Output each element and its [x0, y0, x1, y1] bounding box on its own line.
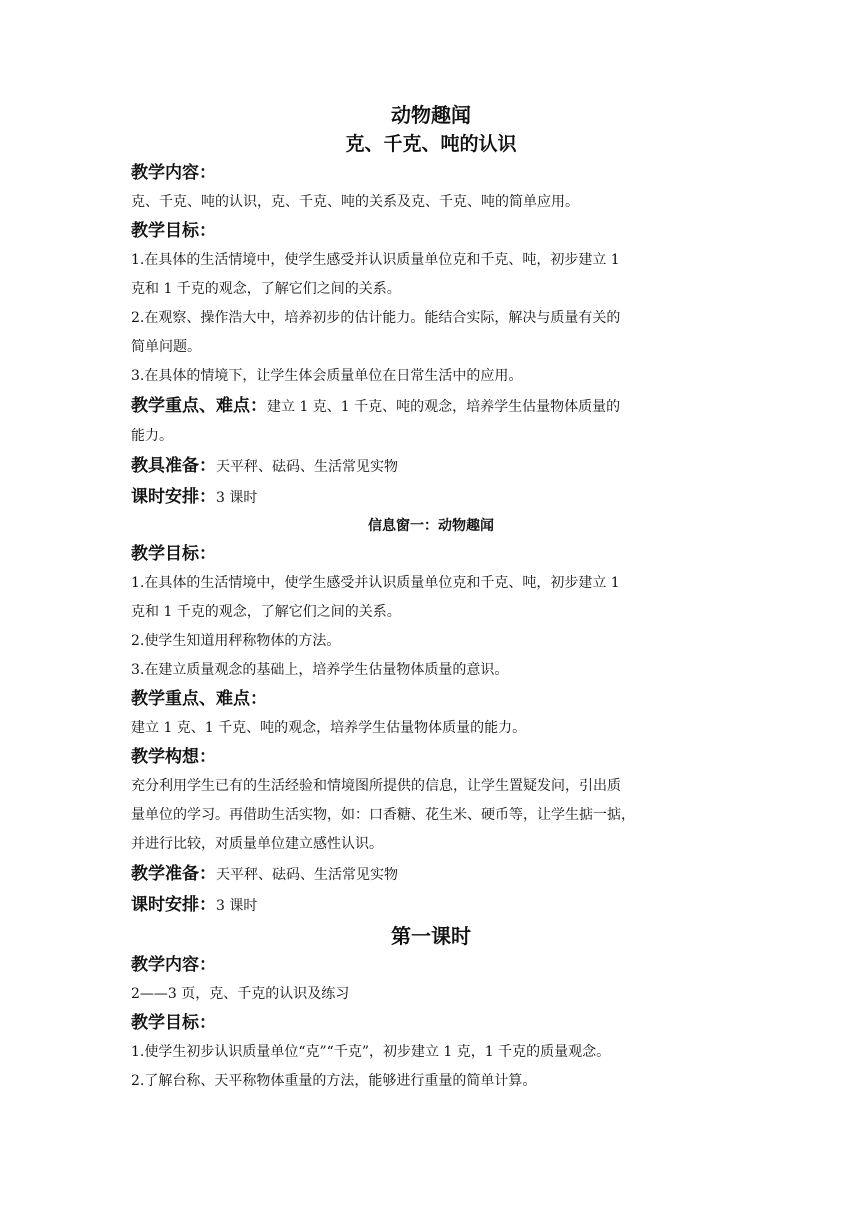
- window-1-goal-2: 2.使学生知道用秤称物体的方法。: [131, 633, 341, 649]
- document-title: 动物趣闻: [391, 103, 471, 127]
- unit-key-text-line-1: 建立 1 克、1 千克、吨的观念，培养学生估量物体质量的: [267, 399, 621, 415]
- window-1-schedule-heading: 课时安排：: [131, 895, 216, 915]
- document-subtitle: 克、千克、吨的认识: [345, 133, 517, 155]
- unit-key-text-line-2: 能力。: [131, 428, 173, 444]
- unit-goal-2-line-2: 简单问题。: [131, 339, 201, 355]
- document-page: [131, 100, 731, 1096]
- window-1-schedule-text: 3 课时: [216, 898, 258, 914]
- lesson-1-title: 第一课时: [391, 924, 471, 948]
- unit-goal-1-line-2: 克和 1 千克的观念，了解它们之间的关系。: [131, 281, 401, 297]
- window-1-idea-heading: 教学构想：: [131, 747, 216, 767]
- unit-goal-2-line-1: 2.在观察、操作浩大中，培养初步的估计能力。能结合实际，解决与质量有关的: [131, 310, 621, 326]
- unit-tools-heading: 教具准备：: [131, 456, 216, 476]
- unit-content-heading: 教学内容：: [131, 163, 216, 183]
- unit-tools-text: 天平秤、砝码、生活常见实物: [216, 459, 398, 475]
- window-1-title: 信息窗一：动物趣闻: [368, 518, 494, 534]
- window-1-schedule: [131, 890, 731, 921]
- unit-key-heading: 教学重点、难点：: [131, 396, 267, 416]
- unit-schedule-text: 3 课时: [216, 490, 258, 506]
- window-1-goal-1-line-2: 克和 1 千克的观念，了解它们之间的关系。: [131, 604, 401, 620]
- window-1-goal-1-line-1: 1.在具体的生活情境中，使学生感受并认识质量单位克和千克、吨，初步建立 1: [131, 575, 620, 591]
- unit-goals-heading: 教学目标：: [131, 221, 216, 241]
- window-1-goal-3: 3.在建立质量观念的基础上，培养学生估量物体质量的意识。: [131, 662, 509, 678]
- lesson-1-goals-heading: 教学目标：: [131, 1013, 216, 1033]
- unit-key-points: [131, 391, 731, 422]
- unit-tools: [131, 451, 731, 482]
- window-1-idea-line-1: 充分利用学生已有的生活经验和情境图所提供的信息，让学生置疑发问，引出质: [131, 778, 621, 794]
- unit-content-text: 克、千克、吨的认识，克、千克、吨的关系及克、千克、吨的简单应用。: [131, 194, 579, 210]
- unit-schedule: [131, 482, 731, 513]
- window-1-goals-heading: 教学目标：: [131, 544, 216, 564]
- window-1-key-text: 建立 1 克、1 千克、吨的观念，培养学生估量物体质量的能力。: [131, 720, 527, 736]
- window-1-idea-line-3: 并进行比较，对质量单位建立感性认识。: [131, 836, 383, 852]
- lesson-1-content-heading: 教学内容：: [131, 955, 216, 975]
- window-1-prep: [131, 859, 731, 890]
- lesson-1-goal-2: 2.了解台称、天平称物体重量的方法，能够进行重量的简单计算。: [131, 1073, 537, 1089]
- window-1-key-heading: 教学重点、难点：: [131, 689, 267, 709]
- lesson-1-goal-1: 1.使学生初步认识质量单位“克”“千克”，初步建立 1 克，1 千克的质量观念。: [131, 1044, 611, 1060]
- unit-goal-1-line-1: 1.在具体的生活情境中，使学生感受并认识质量单位克和千克、吨，初步建立 1: [131, 252, 620, 268]
- unit-schedule-heading: 课时安排：: [131, 487, 216, 507]
- lesson-1-content-text: 2——3 页，克、千克的认识及练习: [131, 986, 350, 1002]
- window-1-prep-heading: 教学准备：: [131, 864, 216, 884]
- window-1-idea-line-2: 量单位的学习。再借助生活实物，如：口香糖、花生米、硬币等，让学生掂一掂，: [131, 807, 635, 823]
- window-1-prep-text: 天平秤、砝码、生活常见实物: [216, 867, 398, 883]
- unit-goal-3: 3.在具体的情境下，让学生体会质量单位在日常生活中的应用。: [131, 368, 523, 384]
